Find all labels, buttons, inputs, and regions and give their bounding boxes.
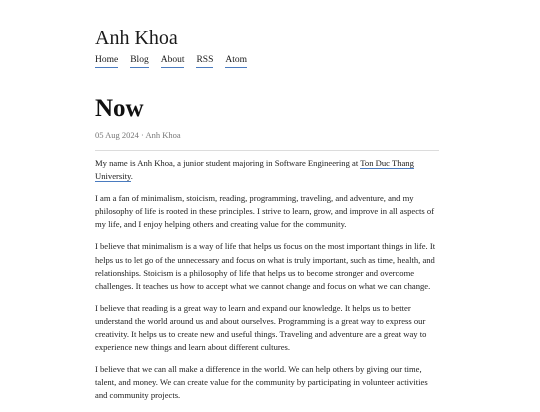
paragraph-minimalism: I believe that minimalism is a way of life that helps us focus on the most important things in life. It helps us to let go of the unnecessary and focus on what is truly important, such as time, health, and relationships. Stoicism is a philosophy of life that helps us to become stronger and overcome challenges. It teaches us how to accept what we cannot change and focus on what we can change. — [95, 241, 436, 291]
intro-text-end: . — [130, 171, 133, 182]
post-content — [95, 157, 439, 412]
nav-link-atom[interactable]: Atom — [225, 54, 247, 68]
main-nav — [95, 54, 259, 68]
intro-text: My name is Anh Khoa, a junior student majoring in Software Engineering at — [95, 158, 361, 168]
paragraph-interests: I am a fan of minimalism, stoicism, reading, programming, traveling, and adventure, and my philosophy of life is rooted in these principles. I strive to learn, grow, and improve in all aspects of my life, and I enjoy helping others and creating value for the community. — [95, 193, 435, 230]
divider — [95, 150, 439, 151]
nav-link-blog[interactable]: Blog — [130, 54, 148, 68]
post-meta: 05 Aug 2024 · Anh Khoa — [95, 130, 181, 140]
nav-link-home[interactable]: Home — [95, 54, 118, 68]
nav-link-about[interactable]: About — [161, 54, 185, 68]
university-link[interactable]: Ton Duc Thang University — [95, 158, 414, 182]
paragraph-reading: I believe that reading is a great way to learn and expand our knowledge. It helps us to better understand the world around us and about ourselves. Programming is a great way to express our creativity. It helps us to create new and useful things. Traveling and adventure are a great way to experience new things and learn about different cultures. — [95, 302, 427, 353]
paragraph-difference: I believe that we can all make a difference in the world. We can help others by giving our time, talent, and money. We can create value for the community by participating in volunteer activities and community projects. — [95, 364, 428, 401]
paragraph-intro — [95, 157, 439, 183]
page-title: Now — [95, 95, 144, 122]
nav-link-rss[interactable]: RSS — [196, 54, 213, 68]
site-title[interactable]: Anh Khoa — [95, 27, 178, 49]
